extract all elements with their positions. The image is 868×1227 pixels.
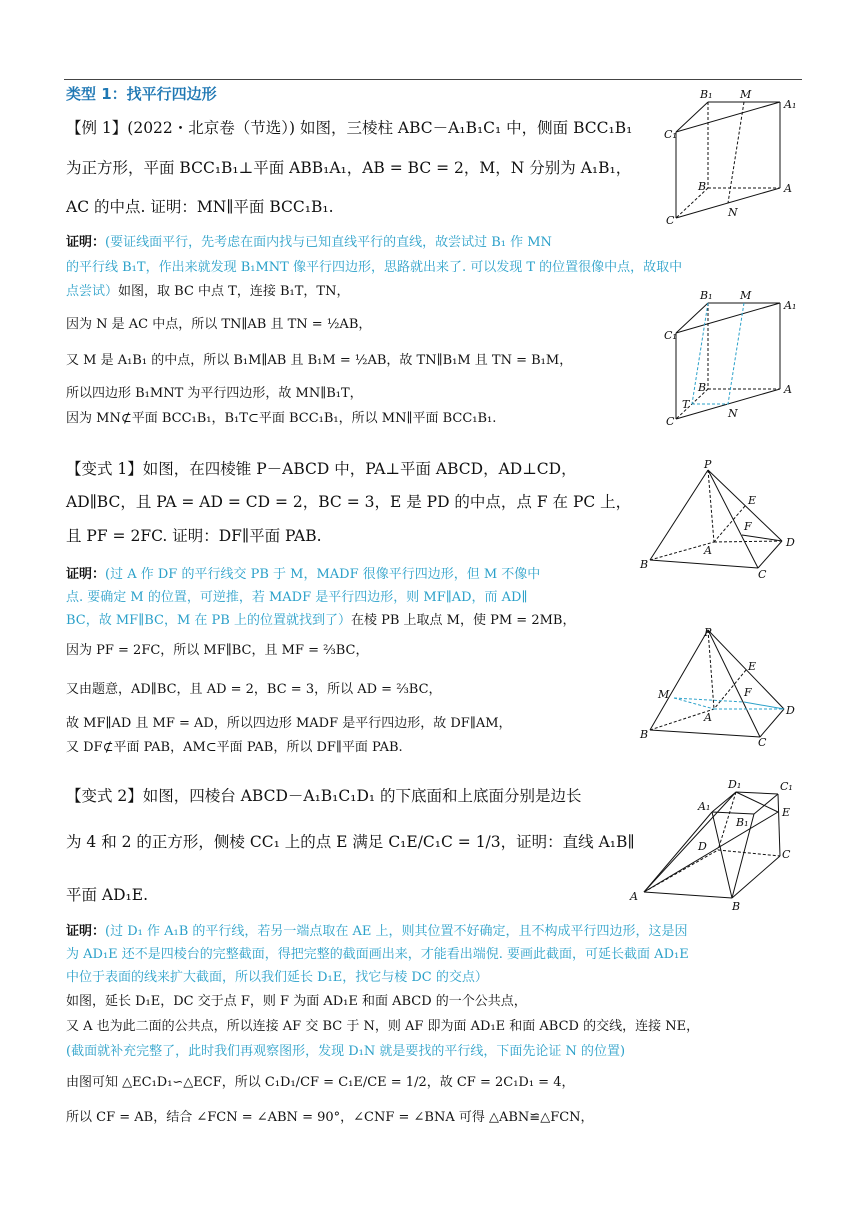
var1-proof-line3: 故 MF∥AD 且 MF = AD，所以四边形 MADF 是平行四边形，故 DF∥AM， bbox=[66, 716, 512, 731]
var1-proof-line1: 因为 PF = 2FC，所以 MF∥BC，且 MF = ⅔BC， bbox=[66, 643, 369, 658]
var1-comment-line3 bbox=[66, 612, 575, 630]
section-title: 类型 1：找平行四边形 bbox=[66, 85, 217, 103]
label-P: P bbox=[704, 626, 712, 639]
label-M: M bbox=[740, 88, 752, 101]
ex1-proof-line5: 因为 MN⊄平面 BCC₁B₁，B₁T⊂平面 BCC₁B₁，所以 MN∥平面 BCC₁B₁. bbox=[66, 411, 497, 426]
label-B: B bbox=[732, 900, 741, 912]
label-N: N bbox=[728, 206, 738, 219]
ex1-comment-line2: 的平行线 B₁T，作出来就发现 B₁MNT 像平行四边形，思路就出来了. 可以发现 T 的位置很像中点，故取中 bbox=[66, 260, 683, 275]
label-B1: B₁ bbox=[736, 816, 749, 829]
ex1-problem-line1: 【例 1】(2022・北京卷（节选）) 如图，三棱柱 ABC－A₁B₁C₁ 中，侧面 BCC₁B₁ bbox=[66, 119, 633, 137]
label-B: B bbox=[640, 558, 649, 571]
var1-problem-line3: 且 PF = 2FC. 证明：DF∥平面 PAB. bbox=[66, 527, 322, 545]
var1-proof-line4: 又 DF⊄平面 PAB，AM⊂平面 PAB，所以 DF∥平面 PAB. bbox=[66, 740, 403, 755]
var2-problem-line2: 为 4 和 2 的正方形，侧棱 CC₁ 上的点 E 满足 C₁E/C₁C = 1/3，证明：直线 A₁B∥ bbox=[66, 833, 635, 851]
label-A1: A₁ bbox=[784, 299, 797, 312]
label-B1: B₁ bbox=[700, 289, 713, 302]
var1-comment-text: (过 A 作 DF 的平行线交 PB 于 M，MADF 很像平行四边形，但 M 不像中 bbox=[105, 567, 541, 582]
figure-pyramid-2 bbox=[636, 626, 806, 751]
label-C1: C₁ bbox=[664, 128, 677, 141]
label-B: B bbox=[698, 381, 707, 394]
label-D: D bbox=[786, 536, 795, 549]
ex1-comment-line1 bbox=[66, 234, 552, 252]
proof-label: 证明： bbox=[66, 567, 106, 582]
label-M: M bbox=[658, 688, 670, 701]
figure-pyramid-1 bbox=[636, 458, 806, 583]
var2-problem-line3: 平面 AD₁E. bbox=[66, 886, 149, 904]
var1-comment-line2: 点. 要确定 M 的位置，可逆推，若 MADF 是平行四边形，则 MF∥AD，而 AD∥ bbox=[66, 590, 528, 605]
label-E: E bbox=[782, 806, 791, 819]
var1-comment-line1 bbox=[66, 566, 540, 584]
label-D: D bbox=[786, 704, 795, 717]
label-A: A bbox=[704, 711, 712, 724]
label-A: A bbox=[630, 890, 638, 903]
var2-proof-line4: 所以 CF = AB，结合 ∠FCN = ∠ABN = 90°，∠CNF = ∠BNA 可得 △ABN≌△FCN， bbox=[66, 1110, 594, 1125]
label-C1: C₁ bbox=[664, 329, 677, 342]
label-C: C bbox=[758, 736, 767, 749]
var2-comment-line3: 中位于表面的线来扩大截面，所以我们延长 D₁E，找它与棱 DC 的交点） bbox=[66, 970, 488, 985]
var1-problem-line2: AD∥BC，且 PA = AD = CD = 2，BC = 3，E 是 PD 的中点，点 F 在 PC 上， bbox=[66, 493, 632, 511]
label-T: T bbox=[682, 398, 690, 411]
label-A1: A₁ bbox=[784, 98, 797, 111]
label-B1: B₁ bbox=[700, 88, 713, 101]
top-rule bbox=[64, 79, 802, 80]
label-E: E bbox=[748, 494, 757, 507]
label-F: F bbox=[744, 686, 752, 699]
label-A1: A₁ bbox=[698, 800, 711, 813]
label-E: E bbox=[748, 660, 757, 673]
figure-prism-1 bbox=[660, 86, 810, 231]
label-A: A bbox=[704, 544, 712, 557]
ex1-proof-line2: 因为 N 是 AC 中点，所以 TN∥AB 且 TN = ½AB， bbox=[66, 317, 372, 332]
label-B: B bbox=[698, 180, 707, 193]
ex1-problem-line3: AC 的中点. 证明：MN∥平面 BCC₁B₁. bbox=[66, 198, 334, 216]
var2-comment-line2: 为 AD₁E 还不是四棱台的完整截面，得把完整的截面画出来，才能看出端倪. 要画此截面，可延长截面 AD₁E bbox=[66, 947, 689, 962]
label-F: F bbox=[744, 520, 752, 533]
var2-problem-line1: 【变式 2】如图，四棱台 ABCD－A₁B₁C₁D₁ 的下底面和上底面分别是边长 bbox=[66, 787, 582, 805]
ex1-proof-line1: 如图，取 BC 中点 T，连接 B₁T，TN， bbox=[118, 284, 350, 299]
label-C: C bbox=[666, 214, 675, 227]
ex1-comment-tail: 点尝试） bbox=[66, 284, 119, 299]
ex1-comment-text: (要证线面平行，先考虑在面内找与已知直线平行的直线，故尝试过 B₁ 作 MN bbox=[105, 235, 552, 250]
ex1-comment-line3 bbox=[66, 283, 349, 301]
var2-proof-line2: 又 A 也为此二面的公共点，所以连接 AF 交 BC 于 N，则 AF 即为面 AD₁E 和面 ABCD 的交线，连接 NE， bbox=[66, 1019, 700, 1034]
label-C: C bbox=[758, 568, 767, 581]
var2-comment-text: (过 D₁ 作 A₁B 的平行线，若另一端点取在 AE 上，则其位置不好确定，且不构成平行四边形，这是因 bbox=[105, 924, 688, 939]
ex1-proof-line3: 又 M 是 A₁B₁ 的中点，所以 B₁M∥AB 且 B₁M = ½AB，故 TN∥B₁M 且 TN = B₁M， bbox=[66, 353, 573, 368]
var1-comment-tail: BC，故 MF∥BC，M 在 PB 上的位置就找到了） bbox=[66, 613, 351, 628]
figure-prism-2 bbox=[660, 287, 810, 432]
var1-proof-start: 在棱 PB 上取点 M，使 PM = 2MB， bbox=[350, 613, 576, 628]
var2-comment-line1 bbox=[66, 923, 688, 941]
label-A: A bbox=[784, 383, 792, 396]
label-B: B bbox=[640, 728, 649, 741]
proof-label: 证明： bbox=[66, 924, 106, 939]
label-D: D bbox=[698, 840, 707, 853]
var1-proof-line2: 又由题意，AD∥BC，且 AD = 2，BC = 3，所以 AD = ⅔BC， bbox=[66, 682, 442, 697]
label-C: C bbox=[782, 848, 791, 861]
var2-comment-line4: (截面就补充完整了，此时我们再观察图形，发现 D₁N 就是要找的平行线，下面先论证 N 的位置) bbox=[66, 1044, 626, 1059]
ex1-proof-line4: 所以四边形 B₁MNT 为平行四边形，故 MN∥B₁T， bbox=[66, 386, 363, 401]
proof-label: 证明： bbox=[66, 235, 106, 250]
figure-frustum bbox=[624, 772, 804, 912]
label-M: M bbox=[740, 289, 752, 302]
label-D1: D₁ bbox=[728, 778, 742, 791]
label-N: N bbox=[728, 407, 738, 420]
var2-proof-line1: 如图，延长 D₁E，DC 交于点 F，则 F 为面 AD₁E 和面 ABCD 的一个公共点， bbox=[66, 994, 527, 1009]
ex1-problem-line2: 为正方形，平面 BCC₁B₁⊥平面 ABB₁A₁，AB = BC = 2，M，N 分别为 A₁B₁， bbox=[66, 159, 632, 177]
label-C1: C₁ bbox=[780, 780, 793, 793]
var1-problem-line1: 【变式 1】如图，在四棱锥 P－ABCD 中，PA⊥平面 ABCD，AD⊥CD， bbox=[66, 460, 577, 478]
label-A: A bbox=[784, 182, 792, 195]
var2-proof-line3: 由图可知 △EC₁D₁∽△ECF，所以 C₁D₁/CF = C₁E/CE = 1/2，故 CF = 2C₁D₁ = 4， bbox=[66, 1075, 575, 1090]
label-C: C bbox=[666, 415, 675, 428]
label-P: P bbox=[704, 458, 712, 471]
